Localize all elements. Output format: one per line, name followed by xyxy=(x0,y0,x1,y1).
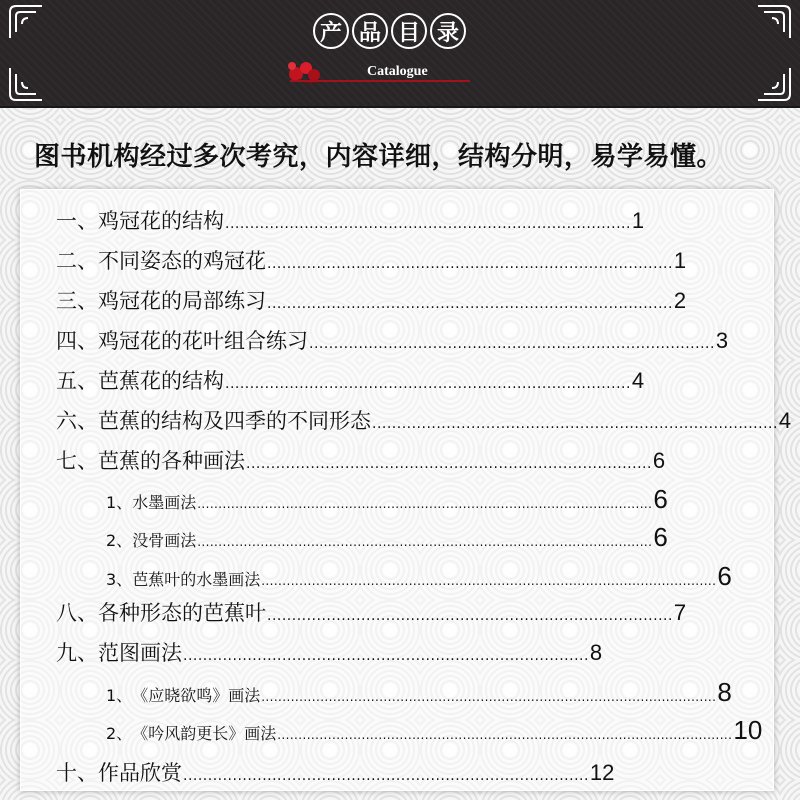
toc-page: 4 xyxy=(778,408,792,433)
toc-number: 六、 xyxy=(56,409,98,433)
toc-label: 水墨画法 xyxy=(132,493,197,512)
toc-subitem xyxy=(106,484,668,515)
toc-label: 范图画法 xyxy=(98,641,182,665)
toc-item xyxy=(56,445,666,475)
toc-leader: .................................................................................. xyxy=(267,608,673,624)
toc-number: 九、 xyxy=(56,641,98,665)
corner-ornament-icon xyxy=(754,2,794,42)
toc-item xyxy=(56,757,615,787)
toc-number: 八、 xyxy=(56,601,98,625)
toc-label: 《应晓欲鸣》画法 xyxy=(132,686,261,705)
header-banner xyxy=(0,0,800,108)
toc-number: 三、 xyxy=(56,289,98,313)
toc-number: 2、 xyxy=(106,531,133,550)
toc-item xyxy=(56,325,729,355)
toc-number: 十、 xyxy=(56,761,98,785)
toc-number: 3、 xyxy=(106,570,133,589)
toc-leader: ............................................................................................................ xyxy=(277,728,733,742)
toc-leader: .................................................................................. xyxy=(183,768,589,784)
toc-label: 芭蕉的结构及四季的不同形态 xyxy=(98,409,371,433)
toc-leader: .................................................................................. xyxy=(225,376,631,392)
toc-leader: ............................................................................................................ xyxy=(197,535,653,549)
toc-number: 五、 xyxy=(56,369,98,393)
toc-page: 6 xyxy=(652,448,666,473)
toc-leader: .................................................................................. xyxy=(372,416,778,432)
toc-page: 10 xyxy=(733,715,763,745)
toc-leader: .................................................................................. xyxy=(267,256,673,272)
tagline: 图书机构经过多次考究，内容详细，结构分明，易学易懂。 xyxy=(34,142,724,172)
toc-label: 鸡冠花的结构 xyxy=(98,209,224,233)
toc-page: 4 xyxy=(631,368,645,393)
toc-page: 6 xyxy=(717,561,732,591)
title-char: 目 xyxy=(391,13,427,49)
toc-label: 作品欣赏 xyxy=(98,761,182,785)
toc-label: 芭蕉的各种画法 xyxy=(98,449,245,473)
toc-subitem xyxy=(106,561,732,592)
toc-label: 鸡冠花的花叶组合练习 xyxy=(98,329,308,353)
toc-leader: .................................................................................. xyxy=(246,456,652,472)
toc-leader: .................................................................................. xyxy=(225,216,631,232)
toc-page: 1 xyxy=(673,248,687,273)
toc-item xyxy=(56,405,792,435)
toc-leader: .................................................................................. xyxy=(309,336,715,352)
corner-ornament-icon xyxy=(6,2,46,42)
toc-page: 12 xyxy=(589,760,615,785)
toc-label: 鸡冠花的局部练习 xyxy=(98,289,266,313)
toc-number: 1、 xyxy=(106,493,133,512)
toc-subitem xyxy=(106,677,732,708)
toc-leader: ............................................................................................................ xyxy=(197,497,653,511)
toc-page: 8 xyxy=(589,640,603,665)
toc-leader: .................................................................................. xyxy=(183,648,589,664)
toc-leader: .................................................................................. xyxy=(267,296,673,312)
title-char: 产 xyxy=(313,13,349,49)
toc-label: 芭蕉叶的水墨画法 xyxy=(132,570,261,589)
toc-item xyxy=(56,637,603,667)
toc-label: 各种形态的芭蕉叶 xyxy=(98,601,266,625)
toc-label: 不同姿态的鸡冠花 xyxy=(98,249,266,273)
toc-page: 1 xyxy=(631,208,645,233)
toc-subitem xyxy=(106,715,763,746)
title-char: 录 xyxy=(430,13,466,49)
corner-ornament-icon xyxy=(6,64,46,104)
toc-number: 七、 xyxy=(56,449,98,473)
toc-item xyxy=(56,365,645,395)
title-char: 品 xyxy=(352,13,388,49)
toc-number: 1、 xyxy=(106,686,133,705)
toc-page: 3 xyxy=(715,328,729,353)
toc-number: 二、 xyxy=(56,249,98,273)
toc-leader: ............................................................................................................ xyxy=(261,574,717,588)
corner-ornament-icon xyxy=(754,64,794,104)
toc-page: 2 xyxy=(673,288,687,313)
toc-label: 芭蕉花的结构 xyxy=(98,369,224,393)
page-title xyxy=(313,13,466,49)
toc-subitem xyxy=(106,522,668,553)
subtitle: Catalogue xyxy=(367,64,428,79)
toc-item xyxy=(56,245,687,275)
toc-page: 7 xyxy=(673,600,687,625)
toc-page: 8 xyxy=(717,677,732,707)
toc-item xyxy=(56,597,687,627)
toc-item xyxy=(56,205,645,235)
toc-page: 6 xyxy=(653,484,668,514)
toc-label: 没骨画法 xyxy=(132,531,197,550)
toc-number: 2、 xyxy=(106,724,133,743)
toc-number: 四、 xyxy=(56,329,98,353)
toc-leader: ............................................................................................................ xyxy=(261,690,717,704)
toc-item xyxy=(56,285,687,315)
toc-page: 6 xyxy=(653,522,668,552)
title-underline xyxy=(290,80,470,82)
toc-number: 一、 xyxy=(56,209,98,233)
toc-label: 《吟风韵更长》画法 xyxy=(132,724,277,743)
